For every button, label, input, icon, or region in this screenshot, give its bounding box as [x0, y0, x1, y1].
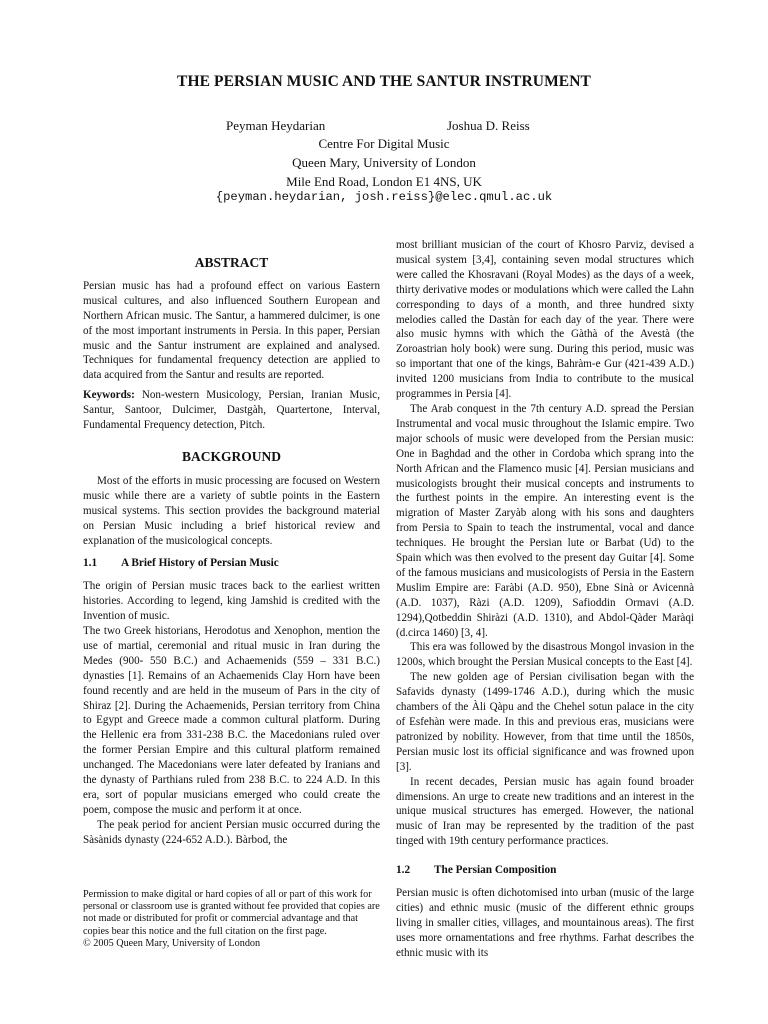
subsection-number: 1.2 [396, 864, 411, 877]
author-reiss: Joshua D. Reiss [447, 118, 530, 133]
abstract-heading: ABSTRACT [194, 255, 269, 270]
arab-conquest-paragraph: The Arab conquest in the 7th century A.D. spread the Persian Instrumental and vocal music throughout the Islamic empire. Two major schools of music were developed from the Persian music: One in Baghdad and the other in Cordoba which sprang into the North African and the Flamenco music [4]. Persian musicians and musicologists brought their musical concepts and instruments to the furthest points in the empire. An interesting event is the migration of Master Zaryàb along with his sons and daughters from Persia to Spain to teach the instrumental, vocal and dance techniques. He brought the Persian lute or Barbat (Ud) to the Spain which was then evolved to the present day Guitar [4]. Some of the famous musicians and musicologists of Persia in the Eastern Muslim Empire are: Faràbi (A.D. 950), Ebne Sinà or Avicennà (A.D. 1037), Ràzi (A.D. 1209), Safioddin Ormavi (A.D. 1294),Qotbeddin Shiràzi (A.D. 1310), and Abdol-Qàder Maràqi (d.circa 1460) [3, 4]. [396, 402, 694, 639]
author-emails: {peyman.heydarian, josh.reiss}@elec.qmul.ac.uk [215, 190, 553, 204]
history-paragraph-1: The origin of Persian music traces back to the earliest written histories. According to legend, king Jamshid is credited with the Invention of music. [83, 580, 380, 623]
subsection-title: A Brief History of Persian Music [121, 557, 279, 570]
history-paragraph-3: The peak period for ancient Persian music occurred during the Sàsànids dynasty (224-652 A.D.). Bàrbod, the [83, 818, 380, 846]
copyright-footnote [83, 889, 381, 950]
subsection-number: 1.1 [83, 557, 98, 570]
author-heydarian: Peyman Heydarian [226, 118, 326, 133]
background-intro: Most of the efforts in music processing are focused on Western music while there are a variety of subtle points in the Eastern musical systems. This section provides the background material on Persian Music including a brief historical review and explanation of the musicological concepts. [83, 474, 380, 547]
keywords-list: Non-western Musicology, Persian, Iranian Music, Santur, Santoor, Dulcimer, Dastgàh, Quartertone, Interval, Fundamental Frequency detection, Pitch. [83, 389, 380, 432]
right-column [396, 238, 694, 961]
permission-notice: Permission to make digital or hard copies of all or part of this work for personal or classroom use is granted without fee provided that copies are not made or distributed for profit or commercial advantage and that copies bear this notice and the full citation on the first page. [83, 889, 380, 937]
keywords-label: Keywords: [83, 389, 135, 402]
recent-decades-paragraph: In recent decades, Persian music has again found broader dimensions. An urge to create new traditions and an interest in the unique musical structures has emerged. However, the national music of Iran may be represented by the tradition of the past tinged with 19th century performance practices. [396, 775, 694, 848]
abstract-text: Persian music has had a profound effect on various Eastern musical cultures, and also influenced Southern European and Northern African music. The Santur, a hammered dulcimer, is one of the most important instruments in Persia. In this paper, Persian music and the Santur instrument are explained and analysed. Techniques for fundamental frequency detection are applied to data acquired from the Santur and results are reported. [83, 279, 380, 382]
copyright-line: © 2005 Queen Mary, University of London [83, 937, 261, 949]
affiliation-address: Mile End Road, London E1 4NS, UK [286, 174, 482, 189]
affiliation-centre: Centre For Digital Music [318, 136, 450, 151]
affiliation-university: Queen Mary, University of London [292, 155, 476, 170]
background-heading: BACKGROUND [181, 448, 281, 464]
composition-paragraph: Persian music is often dichotomised into urban (music of the large cities) and ethnic music (music of the different ethnic groups living in smaller cities, villages, and mountainous areas). The first uses more ornamentations and free rhythms. Farhat describes the ethnic music with its [396, 887, 694, 959]
history-paragraph-2: The two Greek historians, Herodotus and Xenophon, mention the use of martial, ceremonial and ritual music in Iran during the Medes (900- 550 B.C.) and Achaemenids (559 – 331 B.C.) dynasties [1]. Remains of an Achaemenids Clay Horn have been found recently and are held in the museum of Pars in the city of Shiraz [2]. During the Achaemenids, Persian territory from China to Egypt and Greece made a common cultural platform. During the Hellenic era from 331-238 B.C. the Macedonians ruled over the former Persian Empire and this cultural platform remained unchanged. The Macedonians were later defeated by Iranians and the dynasty of Parthians ruled from 238 B.C. to 224 A.D. In this era, sort of popular musicians emerged who could create the poem, compose the music and perform it at once. [83, 625, 380, 816]
left-column [83, 256, 380, 848]
keywords [83, 388, 380, 433]
history-paragraph-3-cont: most brilliant musician of the court of Khosro Parviz, devised a musical system [3,4], containing seven modal structures which were called the Khosravani (Royal Modes) as the days of a week, thirty derivative modes or modulations which were called the Lahn corresponding to days of a month, and three hundred sixty melodies called the Dastàn for each day of the year. There were also music hymns with which the Gàthà of the Avestà (the Zoroastrian holy book) were sung. During this period, music was so important that one of the kings, Bahràm-e Gur (421-439 A.D.) invited 1200 musicians from India to contribute to the musical programmes in Persia [4]. [396, 239, 694, 401]
subsection-title: The Persian Composition [434, 864, 557, 877]
safavid-paragraph: The new golden age of Persian civilisation began with the Safavids dynasty (1499-1746 A.D.), during which the music chambers of the Àli Qàpu and the Chehel sotun palace in the city of Esfehàn were made. In this and previous eras, musicians were patronized by nobility. However, from that time until the 1850s, Persian music lost its official significance and was frowned upon [3]. [396, 671, 694, 773]
subsection-1-2-heading [396, 863, 694, 878]
paper-title: THE PERSIAN MUSIC AND THE SANTUR INSTRUMENT [177, 73, 591, 90]
mongol-paragraph: This era was followed by the disastrous Mongol invasion in the 1200s, which brought the Persian Musical concepts to the East [4]. [396, 641, 694, 669]
subsection-1-1-heading [83, 556, 380, 571]
